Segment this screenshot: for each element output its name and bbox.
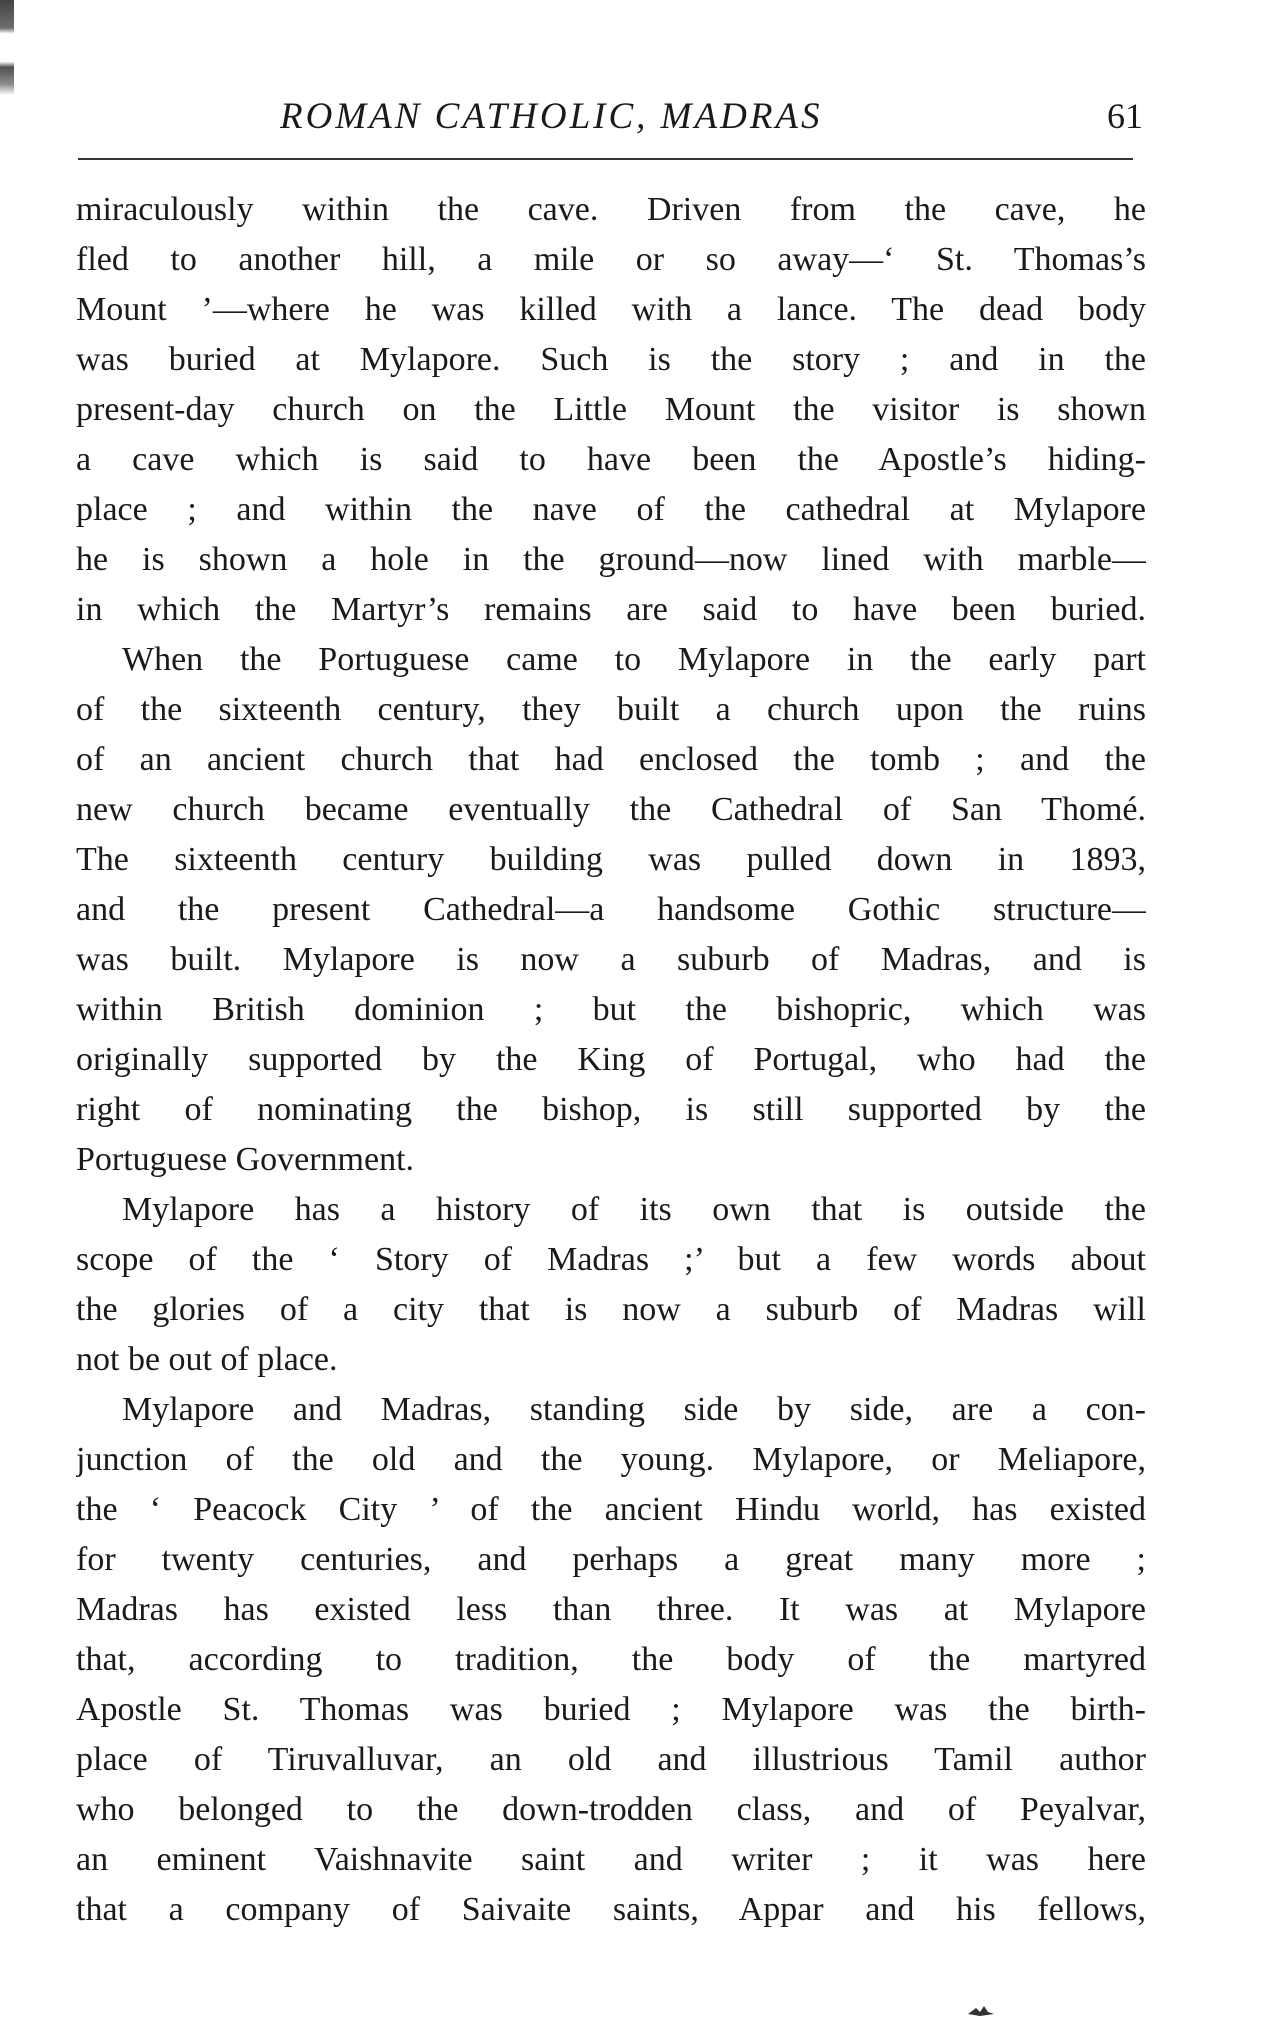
text-line: and the present Cathedral—a handsome Gothic structure— [76,891,1146,928]
text-line: right of nominating the bishop, is still supported by the [76,1091,1146,1128]
text-line: in which the Martyr’s remains are said to have been buried. [76,591,1146,628]
paragraph-3 [76,1185,1146,1385]
text-line: Portuguese Government. [76,1141,415,1178]
body-text [76,185,1146,1935]
text-line: of the sixteenth century, they built a church upon the ruins [76,691,1146,728]
text-line: When the Portuguese came to Mylapore in the early part [122,641,1146,678]
text-line: was buried at Mylapore. Such is the story ; and in the [76,341,1146,378]
text-line: that a company of Saivaite saints, Appar and his fellows, [76,1891,1146,1928]
text-line: for twenty centuries, and perhaps a great many more ; [76,1541,1146,1578]
running-head [75,95,1143,145]
text-line: of an ancient church that had enclosed the tomb ; and the [76,741,1146,778]
text-line: was built. Mylapore is now a suburb of Madras, and is [76,941,1146,978]
running-title: ROMAN CATHOLIC, MADRAS [280,96,823,137]
text-line: place ; and within the nave of the cathedral at Mylapore [76,491,1146,528]
text-line: not be out of place. [76,1341,338,1378]
text-line: miraculously within the cave. Driven from the cave, he [76,191,1146,228]
ink-blot-ornament [950,2000,1010,2020]
text-line: fled to another hill, a mile or so away—‘ St. Thomas’s [76,241,1146,278]
text-line: Mylapore has a history of its own that is outside the [122,1191,1146,1228]
text-line: Madras has existed less than three. It was at Mylapore [76,1591,1146,1628]
text-line: who belonged to the down-trodden class, and of Peyalvar, [76,1791,1146,1828]
paragraph-2 [76,635,1146,1185]
text-line: Apostle St. Thomas was buried ; Mylapore was the birth- [76,1691,1146,1728]
text-line: the ‘ Peacock City ’ of the ancient Hindu world, has existed [76,1491,1146,1528]
text-line: an eminent Vaishnavite saint and writer ; it was here [76,1841,1146,1878]
text-line: scope of the ‘ Story of Madras ;’ but a few words about [76,1241,1146,1278]
text-line: originally supported by the King of Portugal, who had the [76,1041,1146,1078]
text-line: junction of the old and the young. Mylapore, or Meliapore, [76,1441,1146,1478]
text-line: place of Tiruvalluvar, an old and illustrious Tamil author [76,1741,1146,1778]
text-line: a cave which is said to have been the Apostle’s hiding- [76,441,1146,478]
text-line: that, according to tradition, the body of the martyred [76,1641,1146,1678]
paragraph-1 [76,185,1146,635]
text-line: new church became eventually the Cathedral of San Thomé. [76,791,1146,828]
text-line: The sixteenth century building was pulled down in 1893, [76,841,1146,878]
text-line: he is shown a hole in the ground—now lined with marble— [76,541,1146,578]
paragraph-4 [76,1385,1146,1935]
page-number: 61 [1107,96,1143,136]
text-line: the glories of a city that is now a suburb of Madras will [76,1291,1146,1328]
text-line: Mylapore and Madras, standing side by side, are a con- [122,1391,1146,1428]
text-line: present-day church on the Little Mount the visitor is shown [76,391,1146,428]
text-line: Mount ’—where he was killed with a lance. The dead body [76,291,1146,328]
header-rule [78,158,1133,160]
page-edge-scan-marks [0,0,14,280]
text-line: within British dominion ; but the bishopric, which was [76,991,1146,1028]
ink-blot-icon [950,2000,1010,2020]
